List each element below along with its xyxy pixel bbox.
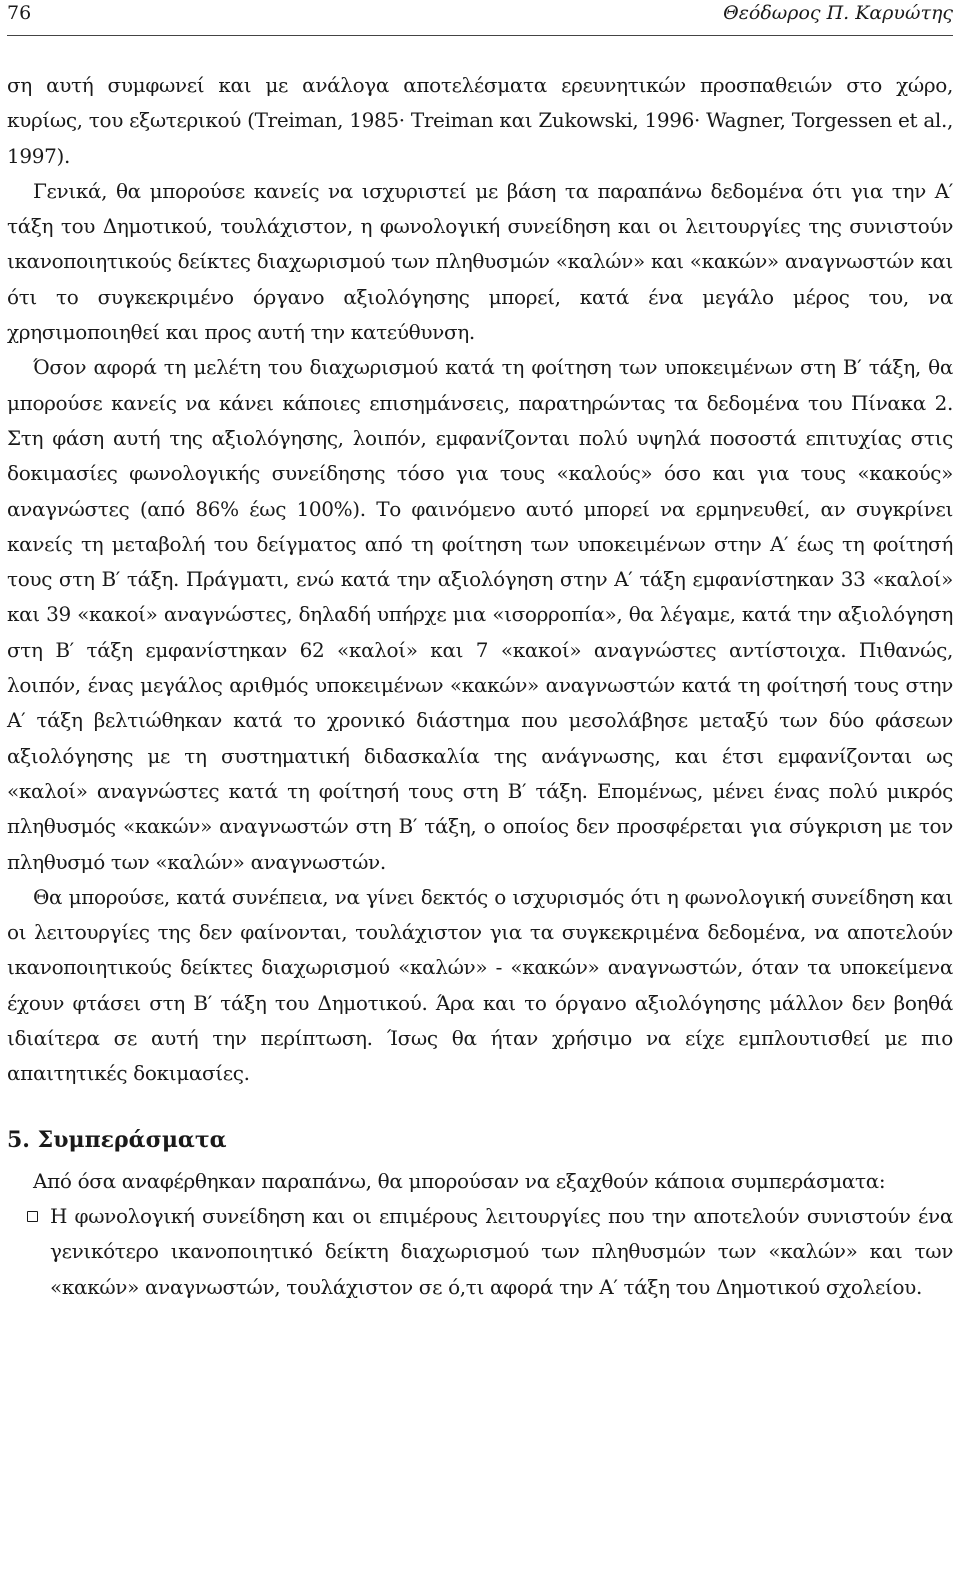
paragraph: Θα μπορούσε, κατά συνέπεια, να γίνει δεκτός ο ισχυρισμός ότι η φωνολογική συνείδηση και οι λειτουργίες της δεν φαίνονται, τουλάχιστον για τα συγκεκριμένα δεδομένα, να αποτελούν ικανοποιητικούς δείκτες διαχωρισμού «καλών» - «κακών» αναγνωστών, όταν τα υποκείμενα έχουν φτάσει στη Β′ τάξη του Δημοτικού. Άρα και το όργανο αξιολόγησης μάλλον δεν βοηθά ιδιαίτερα σε αυτή την περίπτωση. Ίσως θα ήταν χρήσιμο να είχε εμπλουτισθεί με πιο απαιτητικές δοκιμασίες. — [7, 884, 953, 1086]
section-heading — [7, 1120, 953, 1160]
section-intro: Από όσα αναφέρθηκαν παραπάνω, θα μπορούσαν να εξαχθούν κάποια συμπεράσματα: — [33, 1168, 886, 1193]
main-text — [7, 36, 953, 1305]
section-number: 5. — [7, 1126, 30, 1153]
paragraph: Όσον αφορά τη μελέτη του διαχωρισμού κατά τη φοίτηση των υποκειμένων στη Β′ τάξη, θα μπορούσε κανείς να κάνει κάποιες επισημάνσεις, παρατηρώντας τα δεδομένα του Πίνακα 2. Στη φάση αυτή της αξιολόγησης, λοιπόν, εμφανίζονται πολύ υψηλά ποσοστά επιτυχίας στις δοκιμασίες φωνολογικής συνείδησης τόσο για τους «καλούς» όσο και για τους «κακούς» αναγνώστες (από 86% έως 100%). Το φαινόμενο αυτό μπορεί να ερμηνευθεί, αν συγκρίνει κανείς τη μεταβολή του δείγματος από τη φοίτηση των υποκειμένων στην Α′ έως τη φοίτησή τους στη Β′ τάξη. Πράγματι, ενώ κατά την αξιολόγηση στην Α′ τάξη εμφανίστηκαν 33 «καλοί» και 39 «κακοί» αναγνώστες, δηλαδή υπήρχε μια «ισορροπία», θα λέγαμε, κατά την αξιολόγηση στη Β′ τάξη εμφανίστηκαν 62 «καλοί» και 7 «κακοί» αναγνώστες αντίστοιχα. Πιθανώς, λοιπόν, ένας μεγάλος αριθμός υποκειμένων «κακών» αναγνωστών κατά τη φοίτησή τους στην Α′ τάξη βελτιώθηκαν κατά το χρονικό διάστημα που μεσολάβησε μεταξύ των δύο φάσεων αξιολόγησης με τη συστηματική διδασκαλία της ανάγνωσης, και έτσι εμφανίζονται ως «καλοί» αναγνώστες κατά τη φοίτησή τους στη Β′ τάξη. Επομένως, μένει ένας πολύ μικρός πληθυσμός «κακών» αναγνωστών στη Β′ τάξη, ο οποίος δεν προσφέρεται για σύγκριση με τον πληθυσμό των «καλών» αναγνωστών. — [7, 355, 953, 874]
list-item — [7, 1199, 953, 1305]
running-header-author: Θεόδωρος Π. Καρυώτης — [723, 2, 953, 24]
header-rule — [7, 35, 953, 36]
square-bullet-icon — [27, 1211, 38, 1222]
paragraph: Γενικά, θα μπορούσε κανείς να ισχυριστεί με βάση τα παραπάνω δεδομένα ότι για την Α′ τάξη του Δημοτικού, τουλάχιστον, η φωνολογική συνείδηση και οι λειτουργίες της συνιστούν ικανοποιητικούς δείκτες διαχωρισμού των πληθυσμών «καλών» και «κακών» αναγνωστών και ότι το συγκεκριμένο όργανο αξιολόγησης μπορεί, κατά ένα μεγάλο μέρος του, να χρησιμοποιηθεί και προς αυτή την κατεύθυνση. — [7, 178, 953, 345]
section-title: Συμπεράσματα — [37, 1126, 227, 1153]
page-number: 76 — [7, 2, 32, 24]
list-item-text: Η φωνολογική συνείδηση και οι επιμέρους λειτουργίες που την αποτελούν συνιστούν ένα γενικότερο ικανοποιητικό δείκτη διαχωρισμού των πληθυσμών των «καλών» και των «κακών» αναγνωστών, τουλάχιστον σε ό,τι αφορά την Α′ τάξη του Δημοτικού σχολείου. — [50, 1203, 953, 1299]
conclusions-list — [7, 1199, 953, 1305]
running-header — [7, 0, 953, 36]
paragraph-continued: ση αυτή συμφωνεί και με ανάλογα αποτελέσματα ερευνητικών προσπαθειών στο χώρο, κυρίως, του εξωτερικού (Treiman, 1985· Treiman και Zukowski, 1996· Wagner, Torgessen et al., 1997). — [7, 73, 953, 168]
page — [7, 0, 953, 1305]
